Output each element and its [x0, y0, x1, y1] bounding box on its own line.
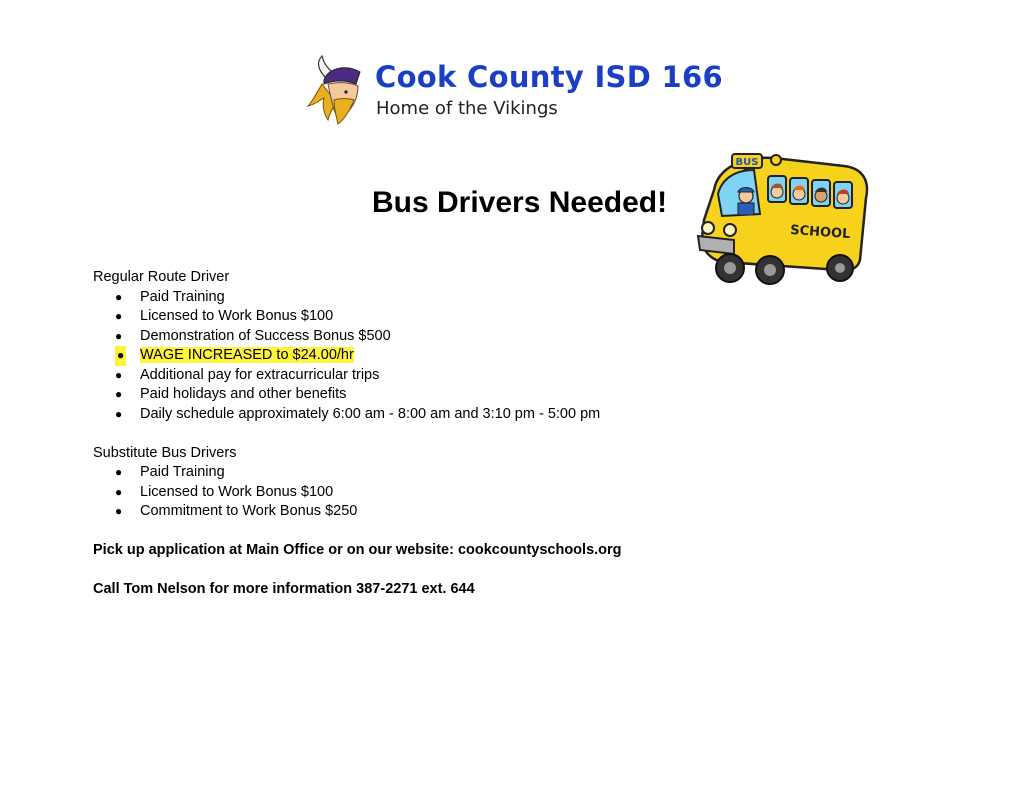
list-item: ● Paid holidays and other benefits — [93, 385, 713, 405]
contact-info: Call Tom Nelson for more information 387-2271 ext. 644 — [93, 581, 475, 597]
list-item: ● Licensed to Work Bonus $100 — [93, 483, 713, 503]
bullet-icon: ● — [115, 309, 123, 323]
highlighted-wage-text: WAGE INCREASED to $24.00/hr — [140, 347, 354, 363]
substitute-heading: Substitute Bus Drivers — [93, 444, 237, 461]
bullet-icon: ● — [115, 504, 123, 518]
bullet-icon: ● — [115, 406, 123, 421]
job-details — [93, 268, 713, 600]
list-item: ● Demonstration of Success Bonus $500 — [93, 327, 713, 347]
bullet-icon: ● — [115, 367, 123, 382]
pickup-instructions: Pick up application at Main Office or on our website: cookcountyschools.org — [93, 542, 622, 558]
list-item: ● Commitment to Work Bonus $250 — [93, 502, 713, 522]
bus-sign-label: BUS — [735, 157, 759, 168]
bullet-icon: ● — [115, 465, 123, 479]
school-bus-illustration-icon — [694, 150, 874, 290]
bullet-icon: ● — [115, 346, 126, 366]
bus-school-label: SCHOOL — [789, 222, 851, 243]
page-title: Bus Drivers Needed! — [372, 186, 668, 219]
bullet-icon: ● — [115, 387, 123, 401]
bullet-icon: ● — [115, 289, 123, 304]
regular-route-list — [93, 288, 713, 425]
list-item: ● Paid Training — [93, 288, 713, 308]
substitute-list — [93, 463, 713, 522]
list-item-wage-highlight — [93, 346, 713, 366]
viking-head-logo-icon — [306, 54, 370, 126]
list-item: ● Additional pay for extracurricular trips — [93, 366, 713, 386]
list-item: ● Paid Training — [93, 463, 713, 483]
district-tagline: Home of the Vikings — [376, 98, 558, 119]
list-item: ● Licensed to Work Bonus $100 — [93, 307, 713, 327]
district-header — [300, 50, 730, 130]
list-item: ● Daily schedule approximately 6:00 am - 8:00 am and 3:10 pm - 5:00 pm — [93, 405, 713, 425]
district-name: Cook County ISD 166 — [375, 60, 723, 94]
bullet-icon: ● — [115, 484, 123, 499]
regular-route-heading: Regular Route Driver — [93, 269, 230, 285]
bullet-icon: ● — [115, 328, 123, 343]
